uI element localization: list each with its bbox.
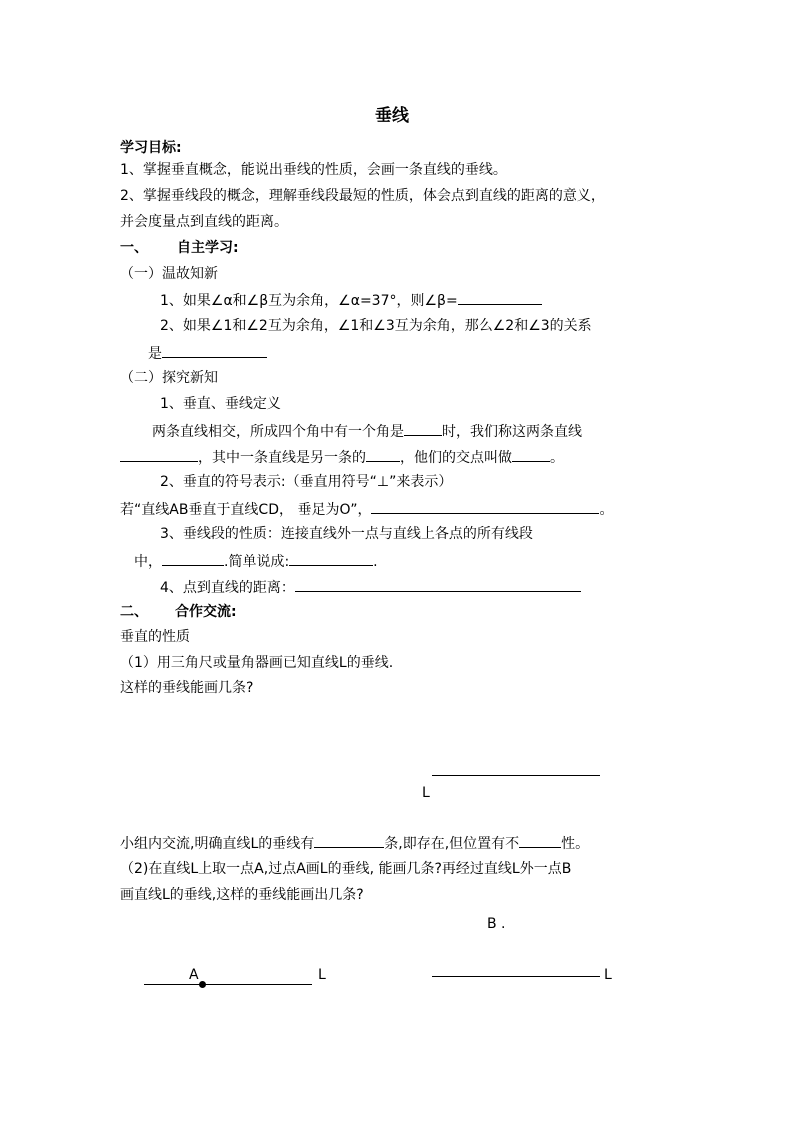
page-title: 垂线 [375, 106, 409, 126]
definition-text-b: 时，我们称这两条直线 [442, 424, 582, 440]
task-2-line2: 画直线L的垂线,这样的垂线能画出几条? [120, 887, 364, 903]
part2-heading: （二）探究新知 [120, 370, 218, 386]
definition-text-a: 两条直线相交，所成四个角中有一个角是 [152, 424, 404, 440]
discussion-text-b: 条,即存在,但位置有不 [384, 836, 520, 852]
part1-heading: （一）温故知新 [120, 266, 218, 282]
answer-blank-symbol[interactable] [371, 499, 599, 514]
sub-heading-3: 3、垂线段的性质：连接直线外一点与直线上各点的所有线段 [160, 526, 533, 542]
sub-heading-4 [160, 577, 581, 597]
symbol-text-b: 。 [599, 502, 614, 518]
answer-blank-perpendicular[interactable] [120, 447, 198, 462]
property-text-b: .简单说成: [224, 554, 290, 570]
sub-heading-2: 2、垂直的符号表示:（垂直用符号“⊥”来表示） [160, 474, 453, 490]
task-1: （1）用三角尺或量角器画已知直线L的垂线. [120, 655, 394, 671]
question-1-text: 1、如果∠α和∠β互为余角，∠α=37°，则∠β= [160, 293, 458, 309]
task-1-question: 这样的垂线能画几条? [120, 680, 254, 696]
answer-blank-1[interactable] [458, 290, 542, 305]
definition-text-e: 。 [550, 450, 564, 466]
section2-heading: 合作交流: [175, 604, 237, 620]
objective-2-line2: 并会度量点到直线的距离。 [120, 214, 288, 230]
answer-blank-angle[interactable] [404, 421, 442, 436]
line-l-diagram-1 [432, 775, 600, 776]
answer-blank-2[interactable] [162, 343, 267, 358]
sub-heading-1: 1、垂直、垂线定义 [160, 396, 281, 412]
definition-text-c: ，其中一条直线是另一条的 [198, 450, 366, 466]
section1-number: 一、 [120, 240, 148, 256]
point-a-dot [199, 981, 206, 988]
line-l-label: L [422, 785, 430, 801]
task-2-line1: （2)在直线L上取一点A,过点A画L的垂线, 能画几条?再经过直线L外一点B [120, 861, 572, 877]
point-a-label: A [189, 967, 199, 983]
definition-text-d: ，他们的交点叫做 [400, 450, 512, 466]
question-1 [160, 290, 542, 310]
definition-line1 [152, 421, 582, 441]
line-l-label-right: L [604, 967, 612, 983]
point-b-label: B . [487, 916, 506, 932]
line-l-label-left: L [318, 967, 326, 983]
answer-blank-short[interactable] [289, 551, 373, 566]
section2-number: 二、 [120, 604, 148, 620]
discussion-line [120, 833, 589, 853]
answer-blank-perp-line[interactable] [366, 447, 400, 462]
objectives-heading: 学习目标: [120, 140, 182, 156]
symbol-line [120, 499, 613, 519]
question-2-line2 [148, 343, 267, 363]
question-2-line1: 2、如果∠1和∠2互为余角，∠1和∠3互为余角，那么∠2和∠3的关系 [160, 318, 592, 334]
section2-subheading: 垂直的性质 [120, 629, 190, 645]
line-l-diagram-3 [432, 976, 600, 977]
objective-1: 1、掌握垂直概念，能说出垂线的性质，会画一条直线的垂线。 [120, 162, 507, 178]
answer-blank-distance[interactable] [295, 577, 581, 592]
objective-2-line1: 2、掌握垂线段的概念，理解垂线段最短的性质，体会点到直线的距离的意义， [120, 188, 605, 204]
answer-blank-foot[interactable] [512, 447, 550, 462]
line-l-diagram-2 [144, 984, 312, 985]
answer-blank-count[interactable] [314, 833, 384, 848]
discussion-text-a: 小组内交流,明确直线L的垂线有 [120, 836, 315, 852]
symbol-text-a: 若“直线AB垂直于直线CD， 垂足为O”， [120, 502, 372, 518]
answer-blank-property[interactable] [162, 551, 224, 566]
sub-heading-4-text: 4、点到直线的距离： [160, 580, 295, 596]
definition-line2 [120, 447, 564, 467]
question-2-text: 是 [148, 346, 162, 362]
answer-blank-uniqueness[interactable] [519, 833, 561, 848]
discussion-text-c: 性。 [561, 836, 590, 852]
property-text-c: . [373, 554, 378, 570]
property-text-a: 中， [134, 554, 162, 570]
property-line [134, 551, 378, 571]
section1-heading: 自主学习: [177, 240, 239, 256]
